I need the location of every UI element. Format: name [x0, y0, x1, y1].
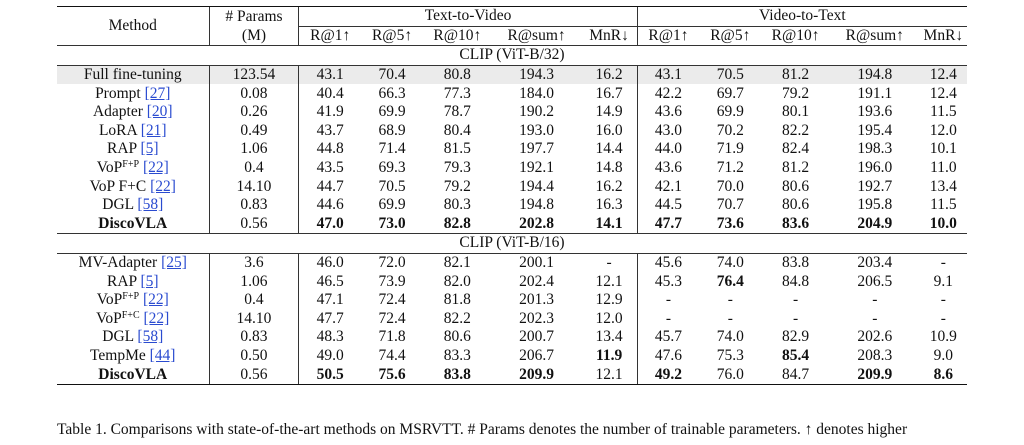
- metric-value-cell: 70.2: [716, 121, 744, 139]
- table-row: [57, 328, 967, 347]
- metric-header: R@10↑: [761, 26, 830, 46]
- citation-link[interactable]: [21]: [140, 121, 167, 139]
- metric-header: MnR↓: [582, 26, 638, 46]
- metric-value-cell: 70.5: [699, 65, 761, 84]
- params-cell: 1.06: [209, 140, 299, 159]
- metric-value-cell: 45.3: [637, 272, 699, 291]
- metric-value-cell: 70.5: [378, 177, 406, 195]
- params-cell: 1.06: [209, 272, 299, 291]
- metric-value-cell: 11.5: [930, 103, 957, 121]
- method-name: DGL: [102, 196, 134, 214]
- method-name: TempMe: [90, 346, 146, 364]
- metric-value-cell: 206.7: [519, 346, 554, 364]
- metric-value-cell: 83.3: [443, 346, 471, 364]
- citation-link[interactable]: [58]: [137, 196, 164, 214]
- metric-value-cell: 81.5: [443, 140, 471, 158]
- params-cell: 0.26: [209, 103, 299, 122]
- params-cell: 0.83: [209, 196, 299, 215]
- method-name: VoP F+C: [89, 177, 147, 195]
- metric-header: R@1↑: [637, 26, 699, 46]
- metric-value-cell: 69.7: [716, 84, 744, 102]
- method-name: DGL: [102, 328, 134, 346]
- metric-value-cell: 43.1: [299, 65, 361, 84]
- metric-value-cell: 203.4: [830, 253, 920, 272]
- params-cell: 0.56: [209, 365, 299, 384]
- metric-value-cell: 47.1: [299, 291, 361, 310]
- metric-value-cell: 72.4: [378, 309, 406, 327]
- results-table-container: [57, 6, 967, 385]
- table-row: [57, 103, 967, 122]
- metric-value-cell: 83.6: [782, 214, 810, 232]
- metric-value-cell: 14.9: [595, 103, 623, 121]
- params-cell: 0.56: [209, 215, 299, 234]
- metric-value-cell: 12.1: [582, 365, 638, 384]
- metric-value-cell: 43.1: [637, 65, 699, 84]
- metric-value-cell: 71.2: [716, 159, 744, 177]
- v2t-header: Video-to-Text: [637, 7, 967, 27]
- table-row: [57, 159, 967, 178]
- metric-value-cell: 11.9: [595, 346, 623, 364]
- citation-link[interactable]: [58]: [137, 328, 164, 346]
- table-row: [57, 272, 967, 291]
- metric-value-cell: 191.1: [857, 84, 893, 102]
- table-row: [57, 253, 967, 272]
- metric-value-cell: 43.7: [299, 122, 361, 141]
- method-name-cell: [57, 347, 209, 366]
- metric-value-cell: 71.9: [716, 140, 744, 158]
- metric-value-cell: 43.6: [637, 159, 699, 178]
- metric-value-cell: 83.8: [761, 253, 830, 272]
- metric-value-cell: 192.7: [857, 177, 893, 195]
- group-title: CLIP (ViT-B/32): [57, 46, 967, 66]
- metric-value-cell: 200.7: [519, 328, 554, 346]
- metric-header: R@1↑: [299, 26, 361, 46]
- metric-value-cell: 13.4: [929, 177, 957, 195]
- table-row: [57, 65, 967, 84]
- params-cell: 0.4: [209, 159, 299, 178]
- metric-value-cell: 82.2: [443, 309, 471, 327]
- metric-value-cell: 85.4: [782, 346, 810, 364]
- metric-value-cell: 206.5: [857, 272, 893, 290]
- params-cell: 123.54: [209, 65, 299, 84]
- metric-value-cell: 82.2: [782, 121, 810, 139]
- method-name: DiscoVLA: [98, 214, 168, 232]
- metric-value-cell: 16.2: [595, 177, 623, 195]
- params-header: # Params: [209, 7, 299, 27]
- metric-value-cell: 43.5: [299, 159, 361, 178]
- metric-value-cell: 10.9: [929, 328, 957, 346]
- params-cell: 3.6: [209, 253, 299, 272]
- metric-value-cell: 195.4: [857, 121, 893, 139]
- metric-value-cell: 75.6: [361, 365, 423, 384]
- metric-value-cell: 49.2: [637, 365, 699, 384]
- method-name-cell: [57, 215, 209, 234]
- metric-value-cell: 77.3: [443, 84, 471, 102]
- metric-value-cell: 72.0: [361, 253, 423, 272]
- table-row: [57, 140, 967, 159]
- metric-value-cell: 84.7: [761, 365, 830, 384]
- params-cell: 0.50: [209, 347, 299, 366]
- metric-value-cell: 72.4: [378, 291, 406, 309]
- table-caption: Table 1. Comparisons with state-of-the-art methods on MSRVTT. # Params denotes the number of trainable parameters. ↑ denotes higher: [57, 421, 908, 438]
- method-name-cell: [57, 159, 209, 178]
- method-name: MV-Adapter: [78, 254, 158, 272]
- metric-value-cell: 82.4: [782, 140, 810, 158]
- method-name: RAP: [106, 140, 137, 158]
- metric-value-cell: 201.3: [519, 291, 554, 309]
- metric-value-cell: 16.0: [595, 121, 623, 139]
- metric-header: R@5↑: [361, 26, 423, 46]
- metric-value-cell: 197.7: [519, 140, 554, 158]
- metric-value-cell: 74.4: [378, 346, 406, 364]
- metric-value-cell: 71.8: [378, 328, 406, 346]
- method-name: VoP: [96, 291, 123, 309]
- table-row: [57, 291, 967, 310]
- metric-value-cell: 202.8: [519, 214, 554, 232]
- metric-value-cell: 14.1: [595, 214, 623, 232]
- metric-value-cell: 69.9: [378, 103, 406, 121]
- params-cell: 0.4: [209, 291, 299, 310]
- citation-link[interactable]: [22]: [142, 159, 169, 177]
- metric-value-cell: 70.0: [716, 177, 744, 195]
- metric-value-cell: 82.9: [782, 328, 810, 346]
- metric-value-cell: 45.7: [637, 328, 699, 347]
- method-superscript: F+P: [122, 291, 140, 303]
- metric-value-cell: 70.4: [361, 65, 423, 84]
- metric-value-cell: 82.1: [423, 253, 492, 272]
- params-cell: 14.10: [209, 310, 299, 329]
- group-title-row: [57, 46, 967, 66]
- metric-value-cell: 40.4: [299, 84, 361, 103]
- method-name: VoP: [96, 159, 123, 177]
- metric-value-cell: 81.2: [761, 65, 830, 84]
- metric-value-cell: 12.0: [929, 121, 957, 139]
- metric-value-cell: 16.7: [595, 84, 623, 102]
- metric-value-cell: 193.0: [519, 121, 554, 139]
- metric-value-cell: 73.0: [378, 214, 406, 232]
- metric-value-cell: 80.6: [782, 196, 810, 214]
- metric-value-cell: -: [727, 291, 733, 309]
- metric-value-cell: 12.4: [920, 65, 967, 84]
- method-name-cell: [57, 65, 209, 84]
- metric-value-cell: 47.7: [637, 215, 699, 234]
- metric-value-cell: 73.9: [378, 272, 406, 290]
- metric-value-cell: 79.2: [782, 84, 810, 102]
- metric-value-cell: 69.9: [378, 196, 406, 214]
- params-cell: 14.10: [209, 177, 299, 196]
- metric-value-cell: -: [582, 253, 638, 272]
- metric-value-cell: 83.8: [423, 365, 492, 384]
- metric-header: R@sum↑: [492, 26, 582, 46]
- metric-value-cell: 47.6: [637, 347, 699, 366]
- metric-value-cell: 50.5: [299, 365, 361, 384]
- metric-value-cell: 82.0: [443, 272, 471, 290]
- header-row-1: [57, 7, 967, 27]
- metric-value-cell: 12.1: [595, 272, 623, 290]
- method-name-cell: [57, 84, 209, 103]
- metric-value-cell: 74.0: [716, 328, 744, 346]
- metric-value-cell: 45.6: [637, 253, 699, 272]
- metric-value-cell: 204.9: [857, 214, 893, 232]
- citation-link[interactable]: [44]: [149, 346, 176, 364]
- metric-value-cell: 44.7: [299, 177, 361, 196]
- method-name: DiscoVLA: [98, 365, 168, 383]
- metric-value-cell: 11.0: [930, 159, 957, 177]
- citation-link[interactable]: [22]: [142, 291, 169, 309]
- table-row: [57, 84, 967, 103]
- metric-value-cell: 209.9: [492, 365, 582, 384]
- metric-value-cell: 81.2: [782, 159, 810, 177]
- metric-value-cell: 66.3: [378, 84, 406, 102]
- params-cell: 0.83: [209, 328, 299, 347]
- metric-value-cell: 208.3: [857, 346, 893, 364]
- metric-value-cell: 43.6: [637, 103, 699, 122]
- method-name: Prompt: [95, 84, 141, 102]
- method-name-cell: [57, 328, 209, 347]
- table-row: [57, 215, 967, 234]
- metric-value-cell: 12.9: [595, 291, 623, 309]
- citation-link[interactable]: [27]: [144, 84, 171, 102]
- metric-value-cell: 13.4: [595, 328, 623, 346]
- metric-value-cell: 76.0: [699, 365, 761, 384]
- table-row: [57, 196, 967, 215]
- metric-value-cell: 84.8: [782, 272, 810, 290]
- metric-value-cell: 10.0: [929, 214, 957, 232]
- metric-value-cell: 80.6: [443, 328, 471, 346]
- results-table: [57, 6, 967, 385]
- metric-value-cell: 49.0: [299, 347, 361, 366]
- metric-header: R@10↑: [423, 26, 492, 46]
- params-cell: 0.49: [209, 122, 299, 141]
- metric-value-cell: 46.0: [299, 253, 361, 272]
- metric-header: R@sum↑: [830, 26, 920, 46]
- metric-value-cell: 16.2: [582, 65, 638, 84]
- metric-value-cell: 69.9: [716, 103, 744, 121]
- metric-value-cell: 75.3: [716, 346, 744, 364]
- metric-value-cell: 76.4: [716, 272, 744, 290]
- method-name: VoP: [96, 309, 122, 327]
- metric-value-cell: 43.0: [637, 122, 699, 141]
- metric-value-cell: -: [872, 291, 878, 309]
- method-name-cell: [57, 103, 209, 122]
- group-title: CLIP (ViT-B/16): [57, 234, 967, 254]
- metric-value-cell: 195.8: [857, 196, 893, 214]
- metric-value-cell: 12.0: [595, 309, 623, 327]
- params-unit-header: (M): [209, 26, 299, 46]
- method-name-cell: [57, 365, 209, 384]
- metric-value-cell: 44.5: [637, 196, 699, 215]
- metric-value-cell: -: [637, 291, 699, 310]
- metric-value-cell: 69.3: [378, 159, 406, 177]
- table-body: [57, 7, 967, 385]
- method-name-cell: [57, 253, 209, 272]
- metric-value-cell: 198.3: [857, 140, 893, 158]
- metric-value-cell: 79.2: [443, 177, 471, 195]
- table-row: [57, 365, 967, 384]
- params-cell: 0.08: [209, 84, 299, 103]
- method-name-cell: [57, 272, 209, 291]
- metric-value-cell: 82.8: [443, 214, 471, 232]
- metric-value-cell: -: [792, 291, 799, 309]
- metric-value-cell: 194.4: [519, 177, 554, 195]
- method-name-cell: [57, 122, 209, 141]
- citation-link[interactable]: [25]: [161, 254, 187, 272]
- metric-value-cell: 80.3: [443, 196, 471, 214]
- metric-value-cell: 47.7: [299, 310, 361, 329]
- table-row: [57, 122, 967, 141]
- citation-link[interactable]: [22]: [143, 309, 170, 327]
- method-name: LoRA: [98, 121, 137, 139]
- metric-value-cell: 202.4: [519, 272, 554, 290]
- metric-value-cell: 42.1: [637, 177, 699, 196]
- metric-value-cell: -: [940, 309, 946, 327]
- metric-value-cell: -: [940, 291, 946, 309]
- metric-value-cell: -: [727, 309, 733, 327]
- method-name-cell: [57, 310, 209, 329]
- group-title-row: [57, 234, 967, 254]
- metric-value-cell: 79.3: [443, 159, 471, 177]
- method-name: Full fine-tuning: [83, 66, 182, 84]
- metric-value-cell: 80.6: [782, 177, 810, 195]
- metric-value-cell: 194.3: [492, 65, 582, 84]
- metric-header: R@5↑: [699, 26, 761, 46]
- metric-value-cell: 70.7: [716, 196, 744, 214]
- metric-value-cell: 184.0: [519, 84, 554, 102]
- metric-value-cell: 68.9: [378, 121, 406, 139]
- citation-link[interactable]: [20]: [146, 103, 173, 121]
- method-superscript: F+P: [122, 159, 140, 171]
- metric-value-cell: -: [792, 309, 799, 327]
- metric-value-cell: 202.3: [519, 309, 554, 327]
- metric-value-cell: 14.4: [595, 140, 623, 158]
- metric-value-cell: 48.3: [299, 328, 361, 347]
- metric-value-cell: 44.8: [299, 140, 361, 159]
- metric-value-cell: 71.4: [378, 140, 406, 158]
- table-row: [57, 347, 967, 366]
- metric-value-cell: 190.2: [519, 103, 554, 121]
- metric-value-cell: 44.6: [299, 196, 361, 215]
- metric-value-cell: 80.8: [423, 65, 492, 84]
- table-row: [57, 177, 967, 196]
- metric-value-cell: 192.1: [519, 159, 554, 177]
- method-name-cell: [57, 196, 209, 215]
- metric-value-cell: 80.1: [782, 103, 810, 121]
- metric-value-cell: 81.8: [443, 291, 471, 309]
- metric-value-cell: 47.0: [299, 215, 361, 234]
- metric-value-cell: 74.0: [699, 253, 761, 272]
- metric-value-cell: 10.1: [929, 140, 957, 158]
- metric-value-cell: -: [637, 310, 699, 329]
- metric-value-cell: 41.9: [299, 103, 361, 122]
- metric-value-cell: 14.8: [595, 159, 623, 177]
- metric-value-cell: 78.7: [443, 103, 471, 121]
- metric-value-cell: 46.5: [299, 272, 361, 291]
- t2v-header: Text-to-Video: [299, 7, 637, 27]
- metric-value-cell: 42.2: [637, 84, 699, 103]
- method-superscript: F+C: [121, 309, 140, 321]
- metric-value-cell: 73.6: [716, 214, 744, 232]
- method-name-cell: [57, 177, 209, 196]
- metric-value-cell: 11.5: [930, 196, 957, 214]
- method-name: RAP: [106, 272, 137, 290]
- method-name: Adapter: [92, 103, 143, 121]
- table-row: [57, 310, 967, 329]
- citation-link[interactable]: [5]: [140, 272, 159, 290]
- method-name-cell: [57, 140, 209, 159]
- metric-value-cell: -: [872, 309, 878, 327]
- metric-value-cell: -: [920, 253, 967, 272]
- metric-value-cell: 194.8: [519, 196, 554, 214]
- metric-value-cell: 202.6: [857, 328, 893, 346]
- metric-value-cell: 80.4: [443, 121, 471, 139]
- metric-value-cell: 193.6: [857, 103, 893, 121]
- method-name-cell: [57, 291, 209, 310]
- metric-value-cell: 194.8: [830, 65, 920, 84]
- metric-header: MnR↓: [920, 26, 967, 46]
- method-header: Method: [57, 7, 209, 46]
- metric-value-cell: 44.0: [637, 140, 699, 159]
- metric-value-cell: 9.0: [933, 346, 954, 364]
- metric-value-cell: 9.1: [933, 272, 954, 290]
- citation-link[interactable]: [5]: [140, 140, 159, 158]
- metric-value-cell: 12.4: [929, 84, 957, 102]
- metric-value-cell: 8.6: [920, 365, 967, 384]
- citation-link[interactable]: [22]: [150, 177, 176, 195]
- metric-value-cell: 200.1: [492, 253, 582, 272]
- metric-value-cell: 16.3: [595, 196, 623, 214]
- metric-value-cell: 196.0: [857, 159, 893, 177]
- metric-value-cell: 209.9: [830, 365, 920, 384]
